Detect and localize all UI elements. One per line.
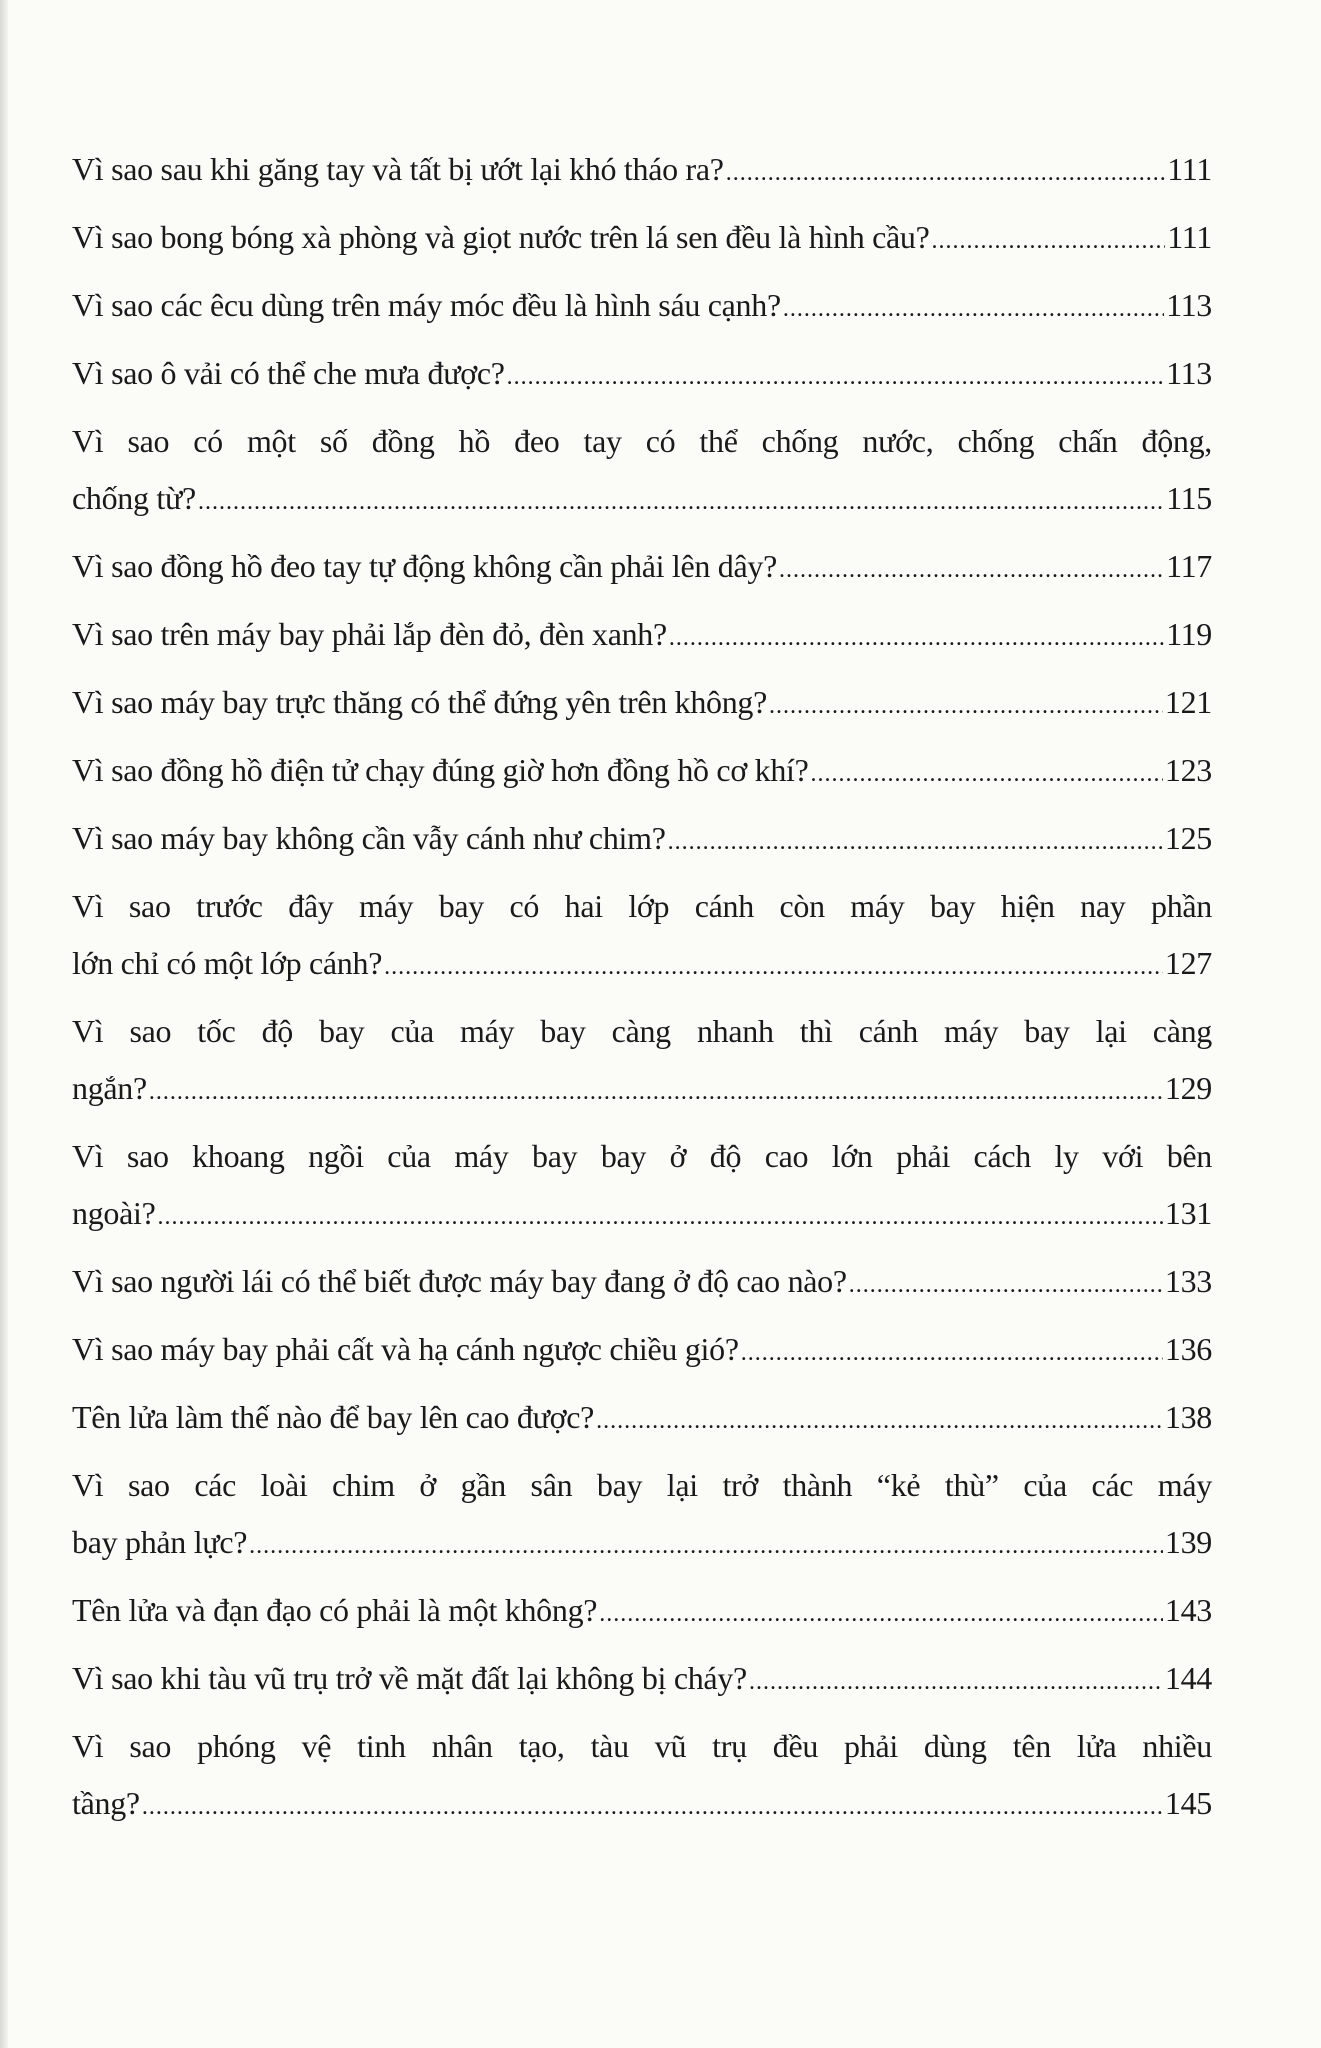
- toc-entry-title: Vì sao trước đây máy bay có hai lớp cánh còn máy bay hiện nay phần: [72, 888, 1212, 924]
- toc-entry-line: [72, 1514, 1212, 1571]
- page-edge-shadow: [0, 0, 8, 2048]
- dot-leader: [142, 1779, 1163, 1836]
- dot-leader: [384, 939, 1163, 996]
- toc-entry: [72, 345, 1212, 402]
- toc-entry-line: [72, 1321, 1212, 1378]
- toc-entry-title: Vì sao bong bóng xà phòng và giọt nước trên lá sen đều là hình cầu?: [72, 219, 930, 255]
- page-number: 139: [1164, 1524, 1212, 1560]
- toc-entry-title: Vì sao có một số đồng hồ đeo tay có thể chống nước, chống chấn động,: [72, 423, 1212, 459]
- toc-entry-line: [72, 1650, 1212, 1707]
- dot-leader: [198, 474, 1164, 531]
- toc-entry-line: [72, 1253, 1212, 1310]
- toc-entry-line: [72, 935, 1212, 992]
- toc-entry: [72, 606, 1212, 663]
- toc-entry-title: Vì sao trên máy bay phải lắp đèn đỏ, đèn xanh?: [72, 616, 667, 652]
- toc-entry-title: Vì sao máy bay không cần vẫy cánh như chim?: [72, 820, 666, 856]
- toc-entry-title: tầng?: [72, 1785, 140, 1821]
- toc-entry-line: [72, 606, 1212, 663]
- toc-entry-line: [72, 1457, 1212, 1514]
- toc-entry-line: [72, 878, 1212, 935]
- toc-entry-title: Vì sao ô vải có thể che mưa được?: [72, 355, 505, 391]
- toc-entry-title: bay phản lực?: [72, 1524, 248, 1560]
- toc-entry: [72, 1253, 1212, 1310]
- page-number: 133: [1164, 1263, 1212, 1299]
- dot-leader: [599, 1586, 1163, 1643]
- dot-leader: [779, 542, 1164, 599]
- toc-entry: [72, 742, 1212, 799]
- toc-entry-title: Vì sao khi tàu vũ trụ trở về mặt đất lại không bị cháy?: [72, 1660, 747, 1696]
- toc-entry: [72, 1321, 1212, 1378]
- page-number: 144: [1164, 1660, 1212, 1696]
- toc-entry-line: [72, 209, 1212, 266]
- toc-entry: [72, 878, 1212, 992]
- page-number: 145: [1164, 1785, 1212, 1821]
- toc-entry: [72, 538, 1212, 595]
- toc-entry: [72, 277, 1212, 334]
- page-number: 129: [1164, 1070, 1212, 1106]
- toc-entry: [72, 1582, 1212, 1639]
- toc-entry-line: [72, 470, 1212, 527]
- table-of-contents: [72, 141, 1212, 1843]
- page-number: 115: [1166, 480, 1212, 516]
- toc-entry: [72, 1003, 1212, 1117]
- toc-entry-line: [72, 742, 1212, 799]
- toc-entry-line: [72, 1775, 1212, 1832]
- toc-entry: [72, 1718, 1212, 1832]
- toc-entry-line: [72, 345, 1212, 402]
- toc-entry-line: [72, 1582, 1212, 1639]
- toc-entry: [72, 1128, 1212, 1242]
- toc-entry: [72, 141, 1212, 198]
- dot-leader: [932, 213, 1166, 270]
- page-number: 121: [1164, 684, 1212, 720]
- dot-leader: [726, 145, 1166, 202]
- toc-entry-title: Vì sao máy bay trực thăng có thể đứng yên trên không?: [72, 684, 768, 720]
- toc-entry-line: [72, 141, 1212, 198]
- toc-entry-title: Vì sao máy bay phải cất và hạ cánh ngược chiều gió?: [72, 1331, 739, 1367]
- page-number: 127: [1164, 945, 1212, 981]
- page-number: 111: [1167, 219, 1212, 255]
- dot-leader: [783, 281, 1164, 338]
- toc-entry: [72, 1389, 1212, 1446]
- toc-entry-title: Vì sao khoang ngồi của máy bay bay ở độ cao lớn phải cách ly với bên: [72, 1138, 1212, 1174]
- toc-entry-title: ngoài?: [72, 1195, 156, 1231]
- page-number: 136: [1164, 1331, 1212, 1367]
- page-number: 143: [1164, 1592, 1212, 1628]
- page-number: 117: [1166, 548, 1212, 584]
- toc-entry-title: Vì sao các loài chim ở gần sân bay lại trở thành “kẻ thù” của các máy: [72, 1467, 1212, 1503]
- dot-leader: [849, 1257, 1163, 1314]
- dot-leader: [749, 1654, 1163, 1711]
- toc-entry-line: [72, 1389, 1212, 1446]
- toc-entry-line: [72, 1128, 1212, 1185]
- toc-entry-line: [72, 538, 1212, 595]
- toc-entry-title: ngắn?: [72, 1070, 147, 1106]
- toc-entry-title: Vì sao sau khi găng tay và tất bị ướt lại khó tháo ra?: [72, 151, 724, 187]
- toc-entry: [72, 1650, 1212, 1707]
- toc-entry-title: Vì sao các êcu dùng trên máy móc đều là hình sáu cạnh?: [72, 287, 781, 323]
- toc-entry-line: [72, 1060, 1212, 1117]
- page-number: 111: [1167, 151, 1212, 187]
- toc-entry-title: Vì sao đồng hồ điện tử chạy đúng giờ hơn đồng hồ cơ khí?: [72, 752, 809, 788]
- page-number: 113: [1166, 287, 1212, 323]
- page-number: 125: [1164, 820, 1212, 856]
- toc-entry-line: [72, 413, 1212, 470]
- toc-entry-line: [72, 1185, 1212, 1242]
- dot-leader: [769, 678, 1163, 735]
- toc-entry-line: [72, 674, 1212, 731]
- toc-entry-title: Vì sao đồng hồ đeo tay tự động không cần phải lên dây?: [72, 548, 777, 584]
- dot-leader: [249, 1518, 1163, 1575]
- dot-leader: [741, 1325, 1163, 1382]
- dot-leader: [668, 814, 1163, 871]
- page-number: 138: [1164, 1399, 1212, 1435]
- dot-leader: [158, 1189, 1163, 1246]
- page-number: 113: [1166, 355, 1212, 391]
- toc-entry-line: [72, 1718, 1212, 1775]
- toc-entry-line: [72, 277, 1212, 334]
- dot-leader: [669, 610, 1164, 667]
- toc-entry-title: lớn chỉ có một lớp cánh?: [72, 945, 383, 981]
- toc-entry: [72, 209, 1212, 266]
- toc-entry-title: Vì sao người lái có thể biết được máy bay đang ở độ cao nào?: [72, 1263, 847, 1299]
- page-number: 123: [1164, 752, 1212, 788]
- toc-entry-line: [72, 810, 1212, 867]
- dot-leader: [811, 746, 1163, 803]
- toc-entry: [72, 674, 1212, 731]
- dot-leader: [507, 349, 1164, 406]
- toc-entry-title: Tên lửa và đạn đạo có phải là một không?: [72, 1592, 598, 1628]
- page-number: 119: [1166, 616, 1212, 652]
- toc-entry-title: Tên lửa làm thế nào để bay lên cao được?: [72, 1399, 595, 1435]
- dot-leader: [596, 1393, 1163, 1450]
- toc-entry-line: [72, 1003, 1212, 1060]
- toc-entry-title: chống từ?: [72, 480, 196, 516]
- toc-entry-title: Vì sao tốc độ bay của máy bay càng nhanh thì cánh máy bay lại càng: [72, 1013, 1212, 1049]
- dot-leader: [149, 1064, 1163, 1121]
- toc-entry-title: Vì sao phóng vệ tinh nhân tạo, tàu vũ trụ đều phải dùng tên lửa nhiều: [72, 1728, 1212, 1764]
- toc-entry: [72, 413, 1212, 527]
- toc-entry: [72, 1457, 1212, 1571]
- toc-entry: [72, 810, 1212, 867]
- page-number: 131: [1164, 1195, 1212, 1231]
